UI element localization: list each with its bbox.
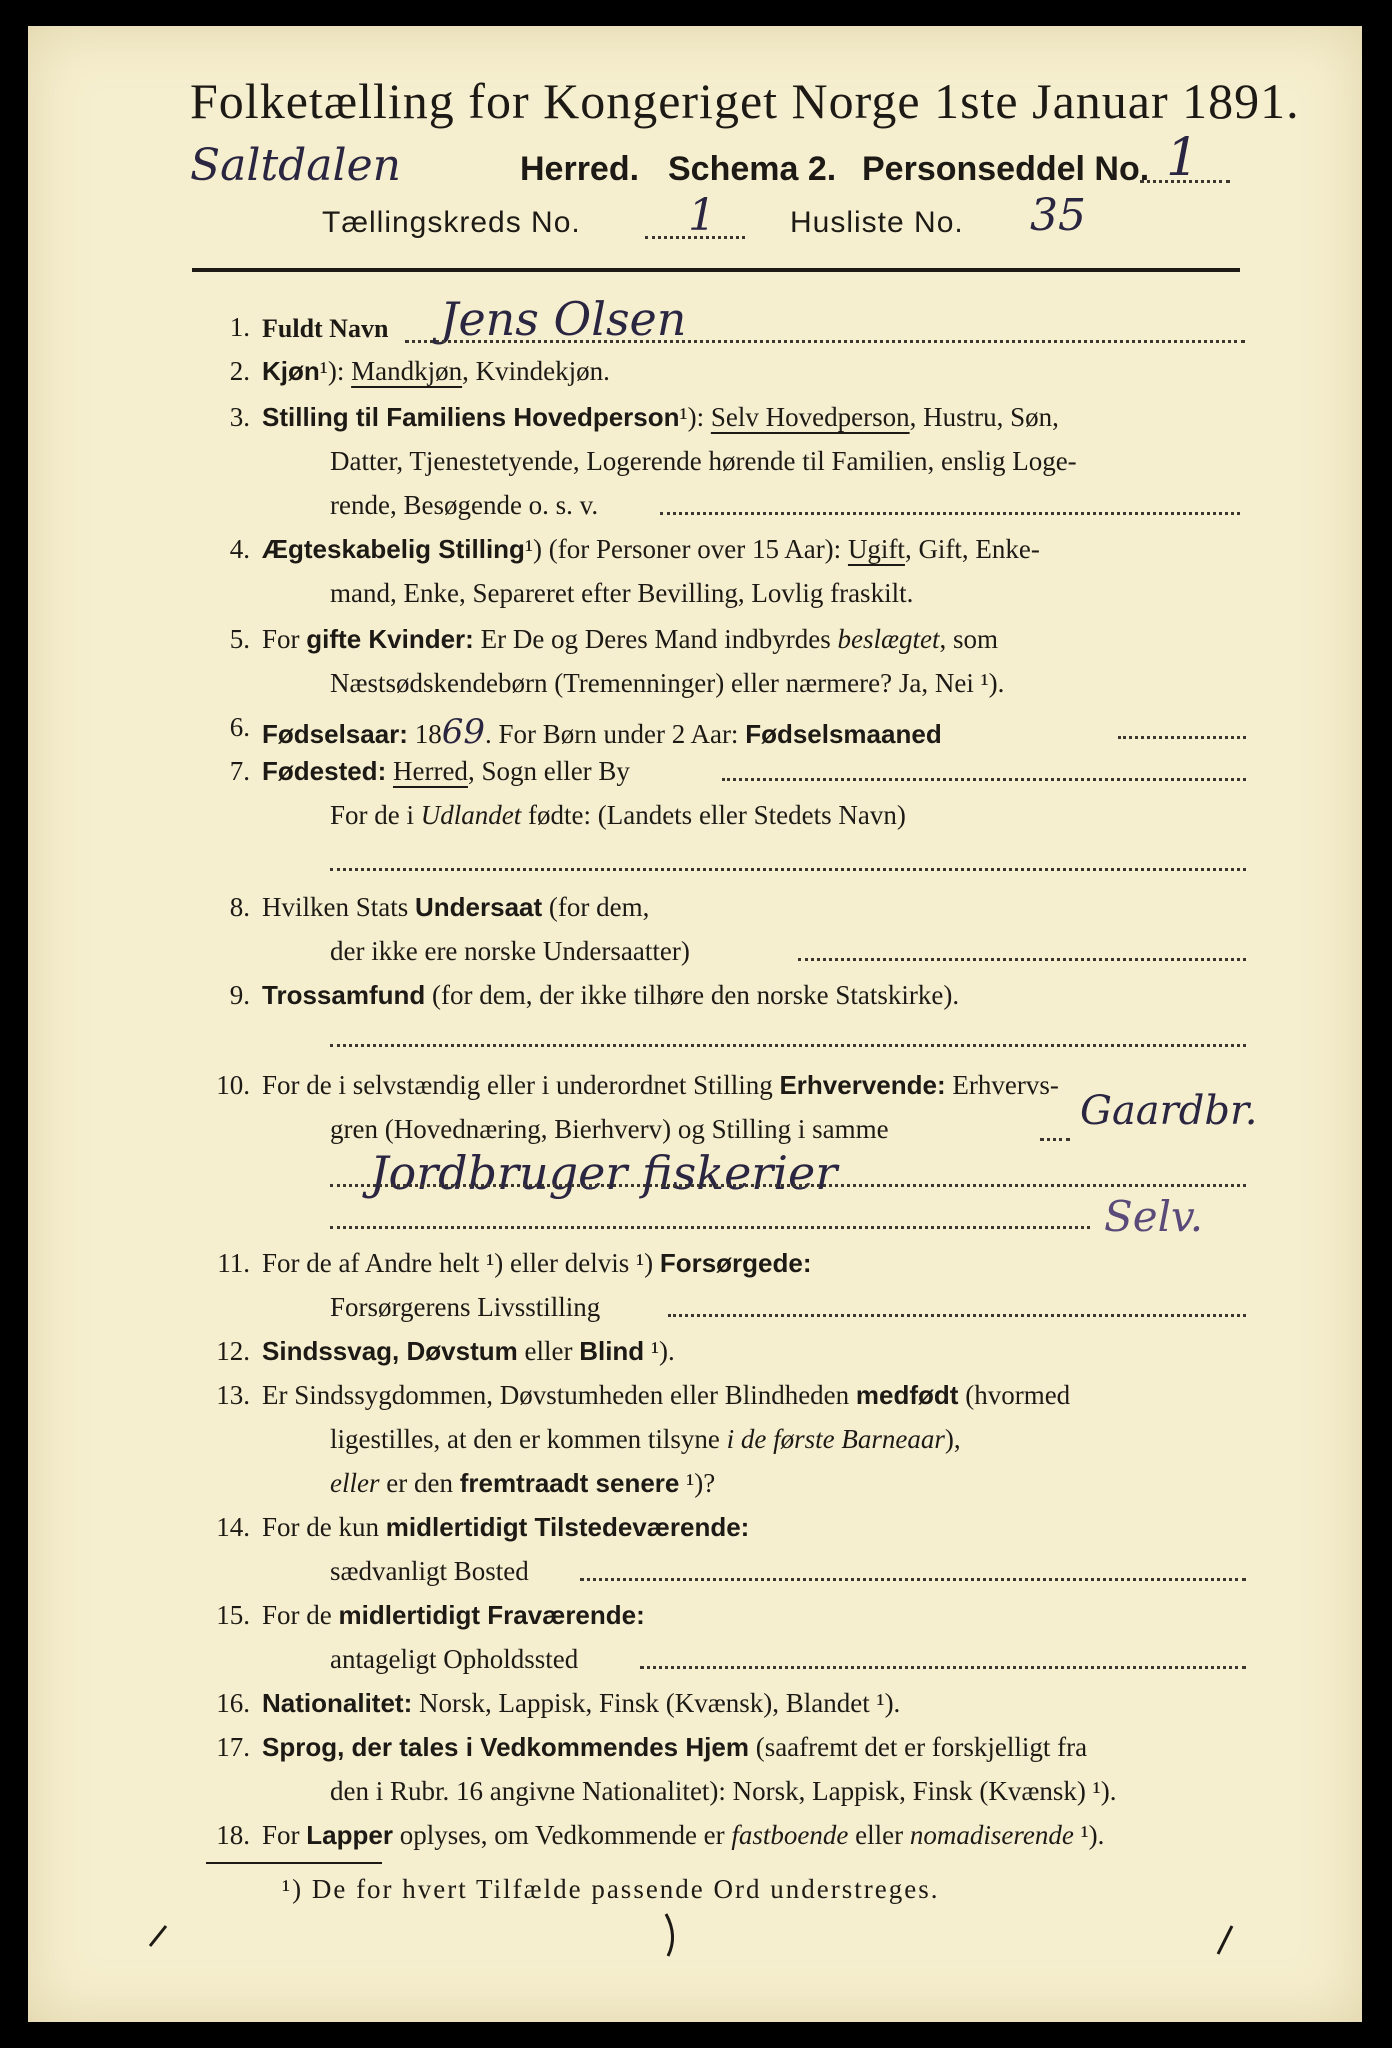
occupation-handwritten-3: Selv. [1104, 1192, 1204, 1241]
occupation-dotted-line-2 [330, 1184, 1246, 1187]
item-number: 12. [216, 1336, 250, 1366]
usual-residence-dotted-line [580, 1578, 1246, 1581]
occupation-question-cont: gren (Hovednæring, Bierhverv) og Stilling i samme [330, 1114, 889, 1144]
birth-month-label: Fødselsmaaned [745, 719, 942, 749]
margin-marks [146, 1896, 1266, 1966]
item-number: 5. [229, 624, 250, 654]
family-position-options: , Hustru, Søn, [909, 402, 1059, 432]
item-number: 15. [216, 1600, 250, 1630]
birthplace-selected: Herred [392, 756, 468, 786]
item-number: 17. [216, 1732, 250, 1762]
kreds-label: Tællingskreds No. [322, 206, 581, 239]
temporary-present-label: midlertidigt Tilstedeværende: [385, 1512, 750, 1542]
husliste-label: Husliste No. [790, 206, 964, 239]
marital-status-label: Ægteskabelig Stilling [262, 534, 525, 564]
provider-dotted-line [668, 1314, 1246, 1317]
related-term: beslægtet [837, 624, 940, 654]
item-number: 3. [229, 402, 250, 432]
form-title: Folketælling for Kongeriget Norge 1ste Januar 1891. [190, 73, 1300, 129]
childhood-term: i de første Barneaar [726, 1424, 945, 1454]
occupation-dotted-line [1040, 1138, 1070, 1141]
birth-year-prefix: 18 [407, 719, 442, 749]
occupation-question: For de i selvstændig eller i underordnet Stilling [262, 1070, 780, 1100]
personseddel-number-handwritten: 1 [1166, 128, 1200, 188]
language-question: (saafremt det er forskjelligt fra [748, 1732, 1088, 1762]
religion-question: (for dem, der ikke tilhøre den norske Statskirke). [425, 980, 960, 1010]
marital-status-options: , Gift, Enke- [904, 534, 1040, 564]
settled-term: fastboende [731, 1820, 849, 1850]
congenital-label: medfødt [855, 1380, 959, 1410]
birth-year-label: Fødselsaar: [262, 719, 408, 749]
blind-label: Blind [579, 1336, 645, 1366]
item-number: 7. [229, 756, 250, 786]
birthplace-label: Fødested: [262, 756, 387, 786]
abroad-term: Udlandet [420, 800, 522, 830]
marital-status-selected: Ugift [847, 534, 905, 564]
provider-occupation-label: Forsørgerens Livsstilling [330, 1292, 601, 1322]
footnote-text: ¹) De for hvert Tilfælde passende Ord understreges. [282, 1874, 940, 1904]
subject-question: (for dem, [542, 892, 650, 922]
lapps-question: oplyses, om Vedkommende er [392, 1820, 732, 1850]
family-position-options-cont2: rende, Besøgende o. s. v. [330, 490, 599, 520]
subject-dotted-line [798, 958, 1246, 961]
occupation-question-end: Erhvervs- [945, 1070, 1059, 1100]
footnote-ref: ¹): [679, 402, 711, 432]
temporary-present-prefix: For de kun [262, 1512, 386, 1542]
married-women-question: Er De og Deres Mand indbyrdes [473, 624, 838, 654]
supported-label: Forsørgede: [659, 1248, 812, 1278]
occupation-dotted-line-3 [330, 1226, 1090, 1229]
marital-status-note: ¹) (for Personer over 15 Aar): [524, 534, 848, 564]
item-number: 14. [216, 1512, 250, 1542]
usual-residence-label: sædvanligt Bosted [330, 1556, 529, 1586]
sex-label: Kjøn [262, 356, 320, 386]
temporary-absent-label: midlertidigt Fraværende: [338, 1600, 645, 1630]
birthplace-options: , Sogn eller By [467, 756, 630, 786]
disability-or: eller [517, 1336, 580, 1366]
kreds-number-handwritten: 1 [688, 190, 716, 241]
subject-prefix: Hvilken Stats [262, 892, 415, 922]
family-position-options-cont: Datter, Tjenestetyende, Logerende hørende til Familien, enslig Loge- [330, 446, 1077, 476]
footnote-ref: ¹): [319, 356, 352, 386]
abroad-prefix: For de i [330, 800, 421, 830]
supported-question: For de af Andre helt ¹) eller delvis ¹) [262, 1248, 660, 1278]
probable-residence-label: antageligt Opholdssted [330, 1644, 579, 1674]
item-number: 8. [229, 892, 250, 922]
nomadic-term: nomadiserende [909, 1820, 1074, 1850]
item-number: 13. [216, 1380, 250, 1410]
congenital-question-cont-end: ), [944, 1424, 961, 1454]
husliste-number-handwritten: 35 [1030, 190, 1086, 241]
item-number: 2. [229, 356, 250, 386]
religion-label: Trossamfund [262, 980, 426, 1010]
birth-month-dotted-line [1118, 736, 1246, 739]
married-women-prefix: For [262, 624, 307, 654]
lapps-or: eller [848, 1820, 910, 1850]
religion-dotted-line [330, 1044, 1246, 1047]
item-number: 11. [217, 1248, 250, 1278]
lapps-prefix: For [262, 1820, 307, 1850]
language-label: Sprog, der tales i Vedkommendes Hjem [262, 1732, 749, 1762]
herred-handwritten: Saltdalen [190, 140, 401, 191]
header-rule [192, 268, 1240, 272]
footnote-rule [206, 1862, 382, 1864]
abroad-question: fødte: (Landets eller Stedets Navn) [521, 800, 906, 830]
personseddel-dotted-line [1140, 180, 1230, 183]
schema-label: Schema 2. [668, 150, 837, 188]
occupation-handwritten-2: Jordbruger fiskerier [370, 1146, 838, 1200]
birth-year-handwritten: 69 [441, 712, 485, 752]
item-number: 18. [216, 1820, 250, 1850]
item-number: 16. [216, 1688, 250, 1718]
married-women-question-end: , som [939, 624, 999, 654]
abroad-dotted-line [330, 868, 1246, 871]
birthplace-dotted-line [722, 778, 1246, 781]
occupation-label: Erhvervende: [779, 1070, 946, 1100]
spacer-text [386, 756, 393, 786]
sex-male-option: Mandkjøn [351, 356, 463, 386]
family-position-dotted-line [660, 512, 1240, 515]
congenital-question-cont: ligestilles, at den er kommen tilsyne [330, 1424, 727, 1454]
item-number: 4. [229, 534, 250, 564]
married-women-label: gifte Kvinder: [306, 624, 474, 654]
footnote-ref: ¹)? [679, 1468, 716, 1498]
nationality-options: Norsk, Lappisk, Finsk (Kvænsk), Blandet ¹). [412, 1688, 901, 1718]
congenital-question: Er Sindssygdommen, Døvstumheden eller Blindheden [262, 1380, 856, 1410]
full-name-handwritten: Jens Olsen [440, 292, 687, 346]
footnote-ref: ¹). [1073, 1820, 1105, 1850]
later-label: fremtraadt senere [459, 1468, 680, 1498]
family-position-selected: Selv Hovedperson [710, 402, 910, 432]
temporary-absent-prefix: For de [262, 1600, 339, 1630]
or-term: eller [330, 1468, 380, 1498]
nationality-label: Nationalitet: [262, 1688, 413, 1718]
birth-month-question: . For Børn under 2 Aar: [484, 719, 746, 749]
lapps-label: Lapper [306, 1820, 393, 1850]
item-number: 6. [229, 712, 250, 742]
occupation-handwritten-1: Gaardbr. [1080, 1088, 1258, 1134]
item-number: 10. [216, 1070, 250, 1100]
language-options: den i Rubr. 16 angivne Nationalitet): Norsk, Lappisk, Finsk (Kvænsk) ¹). [330, 1776, 1117, 1806]
sex-female-option: , Kvindekjøn. [462, 356, 610, 386]
kreds-dotted-line [645, 236, 745, 239]
personseddel-label: Personseddel No. [862, 150, 1150, 188]
item-number: 9. [229, 980, 250, 1010]
full-name-label: Fuldt Navn [262, 314, 389, 343]
later-prefix: er den [379, 1468, 460, 1498]
family-position-label: Stilling til Familiens Hovedperson [262, 402, 680, 432]
subject-question-cont: der ikke ere norske Undersaatter) [330, 936, 690, 966]
congenital-question-end: (hvormed [958, 1380, 1071, 1410]
probable-residence-dotted-line [640, 1666, 1246, 1669]
marital-status-options-cont: mand, Enke, Separeret efter Bevilling, Lovlig fraskilt. [330, 578, 914, 608]
item-number: 1. [229, 312, 250, 342]
married-women-question-cont: Næstsødskendebørn (Tremenninger) eller nærmere? Ja, Nei ¹). [330, 668, 1005, 698]
name-dotted-line [405, 340, 1245, 343]
subject-label: Undersaat [415, 892, 543, 922]
herred-label: Herred. [520, 150, 640, 188]
footnote-ref: ¹). [644, 1336, 675, 1366]
disability-label: Sindssvag, Døvstum [262, 1336, 518, 1366]
